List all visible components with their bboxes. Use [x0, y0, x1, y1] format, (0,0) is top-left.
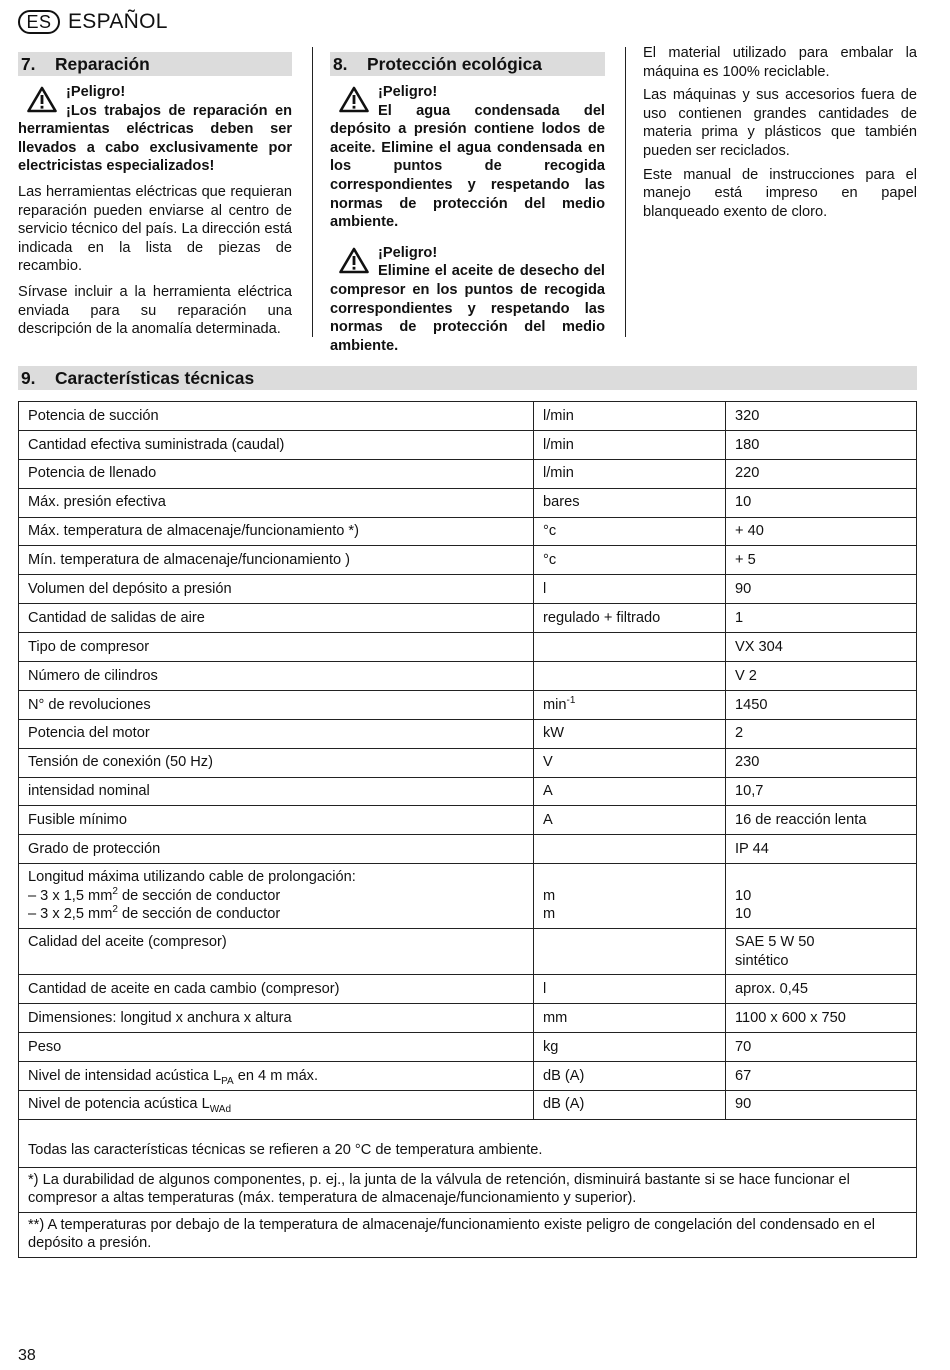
table-row — [19, 719, 917, 748]
spec-value: 180 — [726, 430, 917, 459]
warning-text: ¡Los trabajos de reparación en herramientas eléctricas deben ser llevados a cabo exclusivamente por electricistas especializados! — [18, 102, 292, 175]
table-note: **) A temperaturas por debajo de la temperatura de almacenaje/funcionamiento existe peligro de congelación del condensado en el depósito a presión. — [19, 1212, 917, 1257]
table-row — [19, 459, 917, 488]
spec-value: 1450 — [726, 690, 917, 719]
spec-label: Cantidad efectiva suministrada (caudal) — [19, 430, 534, 459]
language-name: ESPAÑOL — [68, 9, 168, 33]
table-row — [19, 604, 917, 633]
spec-unit: l/min — [534, 430, 726, 459]
spec-unit: l — [534, 575, 726, 604]
spec-unit: A — [534, 777, 726, 806]
paragraph: El material utilizado para embalar la máquina es 100% reciclable. — [643, 45, 917, 80]
spec-value: + 40 — [726, 517, 917, 546]
spec-label: Nivel de intensidad acústica $L_{PA}$ en 4 m máx. — [19, 1061, 534, 1090]
section-heading — [330, 52, 605, 76]
table-row — [19, 748, 917, 777]
warning-triangle-icon — [339, 247, 369, 274]
spec-value: 10,7 — [726, 777, 917, 806]
spec-label: Cantidad de salidas de aire — [19, 604, 534, 633]
spec-value: V 2 — [726, 662, 917, 691]
section-number: 8. — [333, 53, 348, 74]
spec-rows-group — [19, 402, 917, 864]
spec-unit: l/min — [534, 459, 726, 488]
section-number: 7. — [21, 53, 36, 74]
section-number: 9. — [21, 367, 36, 388]
spec-value: 10 — [726, 488, 917, 517]
table-note-row — [19, 1212, 917, 1257]
spec-label: Potencia del motor — [19, 719, 534, 748]
table-row — [19, 662, 917, 691]
column-divider — [625, 47, 626, 337]
page-number: 38 — [18, 1347, 36, 1364]
section-heading — [18, 52, 292, 76]
spec-label: Longitud máxima utilizando cable de prolongación: – 3 x 1,5 $mm^2$ de sección de conductor – 3 x 2,5 $mm^2$ de sección de conductor — [19, 864, 534, 929]
spec-label: Peso — [19, 1033, 534, 1062]
spec-label: Número de cilindros — [19, 662, 534, 691]
spec-value: 220 — [726, 459, 917, 488]
table-row — [19, 488, 917, 517]
spec-unit: l — [534, 975, 726, 1004]
spec-label: Fusible mínimo — [19, 806, 534, 835]
spec-label: Calidad del aceite (compresor) — [19, 929, 534, 975]
table-row — [19, 1090, 917, 1119]
table-row — [19, 835, 917, 864]
table-row — [19, 402, 917, 431]
spec-label: intensidad nominal — [19, 777, 534, 806]
spec-value: 2 — [726, 719, 917, 748]
spec-label: Tipo de compresor — [19, 633, 534, 662]
table-row — [19, 1004, 917, 1033]
warning-text: Elimine el aceite de desecho del compresor en los puntos de recogida correspondientes y respetando las normas de protección del medio ambiente. — [330, 263, 605, 354]
section-heading-technical — [18, 366, 917, 390]
spec-label: Tensión de conexión (50 Hz) — [19, 748, 534, 777]
spec-label: N° de revoluciones — [19, 690, 534, 719]
paragraph: Las máquinas y sus accesorios fuera de uso contienen grandes cantidades de materia prima y plásticos que también pueden ser reciclados. — [643, 87, 917, 159]
spec-label: Potencia de succión — [19, 402, 534, 431]
warning-title: ¡Peligro! — [378, 84, 438, 100]
language-header — [18, 9, 168, 35]
warning-triangle-icon — [339, 86, 369, 113]
table-note: *) La durabilidad de algunos componentes, p. ej., la junta de la válvula de retención, disminuirá bastante si se hace funcionar el compresor a altas temperaturas (máx. temperatura de almacenaje/funcionamiento y superior). — [19, 1167, 917, 1212]
spec-label: Dimensiones: longitud x anchura x altura — [19, 1004, 534, 1033]
table-row — [19, 546, 917, 575]
spec-value: VX 304 — [726, 633, 917, 662]
spec-unit: regulado + filtrado — [534, 604, 726, 633]
spec-value: SAE 5 W 50 sintético — [726, 929, 917, 975]
table-row — [19, 929, 917, 975]
spec-label: Mín. temperatura de almacenaje/funcionamiento ) — [19, 546, 534, 575]
spec-value: 90 — [726, 575, 917, 604]
spec-value: 1 — [726, 604, 917, 633]
table-row — [19, 633, 917, 662]
spec-value: + 5 — [726, 546, 917, 575]
spec-value: 230 — [726, 748, 917, 777]
warning-triangle-icon — [27, 86, 57, 113]
table-row — [19, 430, 917, 459]
spec-label: Máx. temperatura de almacenaje/funcionamiento *) — [19, 517, 534, 546]
table-row — [19, 975, 917, 1004]
spec-value: 90 — [726, 1090, 917, 1119]
spec-value: 16 de reacción lenta — [726, 806, 917, 835]
spec-value: 70 — [726, 1033, 917, 1062]
paragraph: Este manual de instrucciones para el manejo está impreso en papel blanqueado exento de cloro. — [643, 166, 917, 220]
spec-unit: dB (A) — [534, 1061, 726, 1090]
table-row — [19, 806, 917, 835]
warning-block — [18, 83, 292, 176]
spec-unit — [534, 633, 726, 662]
spec-value: 67 — [726, 1061, 917, 1090]
spec-unit — [534, 929, 726, 975]
table-note: Todas las características técnicas se refieren a 20 °C de temperatura ambiente. — [19, 1138, 917, 1167]
table-row — [19, 864, 917, 929]
spec-rows-group — [19, 864, 917, 975]
spec-value: IP 44 — [726, 835, 917, 864]
spec-unit: m m — [534, 864, 726, 929]
section-title: Protección ecológica — [367, 53, 542, 74]
spec-value: 10 10 — [726, 864, 917, 929]
spec-value: aprox. 0,45 — [726, 975, 917, 1004]
spec-value: 320 — [726, 402, 917, 431]
spec-label: Cantidad de aceite en cada cambio (compresor) — [19, 975, 534, 1004]
paragraph: Sírvase incluir a la herramienta eléctrica enviada para su reparación una descripción de la anomalía determinada. — [18, 283, 292, 338]
warning-text: El agua condensada del depósito a presión contiene lodos de aceite. Elimine el agua condensada en los puntos de recogida correspondientes y respetando las normas de protección del medio ambiente. — [330, 102, 605, 231]
table-row — [19, 575, 917, 604]
column-divider — [312, 47, 313, 337]
spec-label: Máx. presión efectiva — [19, 488, 534, 517]
spec-unit: V — [534, 748, 726, 777]
table-note-row — [19, 1167, 917, 1212]
table-row — [19, 517, 917, 546]
spec-unit: kW — [534, 719, 726, 748]
spec-value: 1100 x 600 x 750 — [726, 1004, 917, 1033]
spec-rows-group — [19, 1061, 917, 1257]
table-spacer-row — [19, 1119, 917, 1138]
warning-block — [330, 83, 605, 232]
spec-unit: °c — [534, 546, 726, 575]
spec-unit — [534, 662, 726, 691]
spec-unit: °c — [534, 517, 726, 546]
spec-label: Grado de protección — [19, 835, 534, 864]
paragraph: Las herramientas eléctricas que requieran reparación pueden enviarse al centro de servicio técnico del país. La dirección está indicada en la lista de piezas de recambio. — [18, 183, 292, 275]
table-row — [19, 1033, 917, 1062]
warning-block — [330, 244, 605, 356]
warning-title: ¡Peligro! — [66, 84, 126, 100]
spec-unit: A — [534, 806, 726, 835]
spec-unit: kg — [534, 1033, 726, 1062]
recycling-notes — [643, 44, 917, 221]
table-row — [19, 777, 917, 806]
table-note-row — [19, 1138, 917, 1167]
language-code-badge: ES — [18, 10, 60, 34]
section-repair — [18, 45, 292, 339]
spec-label: Nivel de potencia acústica $L_{WAd}$ — [19, 1090, 534, 1119]
section-ecology — [330, 45, 605, 355]
spec-unit: dB (A) — [534, 1090, 726, 1119]
warning-title: ¡Peligro! — [378, 244, 438, 261]
spec-unit: bares — [534, 488, 726, 517]
spec-label: Volumen del depósito a presión — [19, 575, 534, 604]
spec-unit: mm — [534, 1004, 726, 1033]
spec-unit — [534, 835, 726, 864]
table-row — [19, 690, 917, 719]
section-title: Reparación — [55, 53, 150, 74]
table-row — [19, 1061, 917, 1090]
spec-unit: $\min^{-1}$ — [534, 690, 726, 719]
spec-unit: l/min — [534, 402, 726, 431]
section-title: Características técnicas — [55, 367, 255, 388]
spec-label: Potencia de llenado — [19, 459, 534, 488]
technical-specs-table — [18, 401, 917, 1258]
spec-rows-group — [19, 975, 917, 1062]
